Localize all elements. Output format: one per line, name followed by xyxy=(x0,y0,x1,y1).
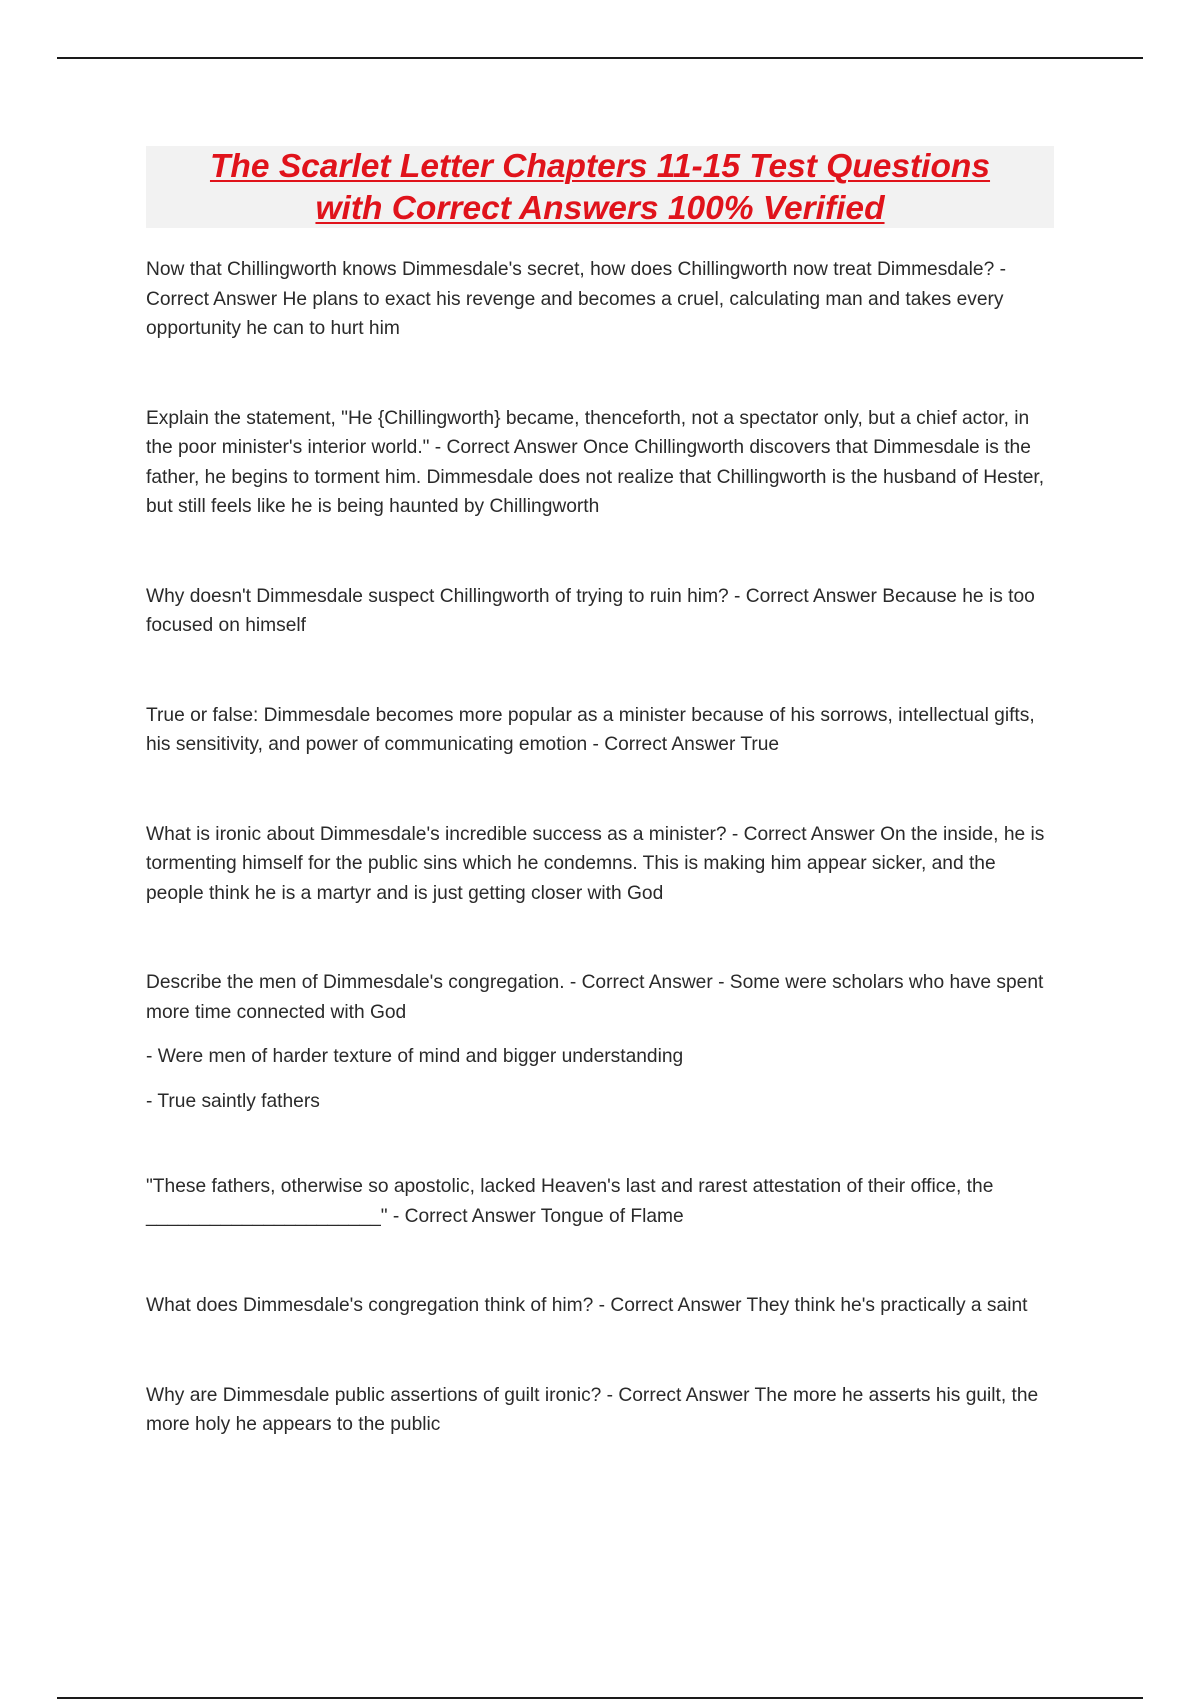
qa-item xyxy=(146,1381,1056,1440)
title-line-2: with Correct Answers 100% Verified xyxy=(315,190,885,227)
qa-item xyxy=(146,1291,1056,1321)
qa-item xyxy=(146,701,1056,760)
qa-list xyxy=(146,255,1056,1500)
qa-text: Why doesn't Dimmesdale suspect Chillingworth of trying to ruin him? - Correct Answer Because he is too focused on himself xyxy=(146,585,1035,636)
qa-text: "These fathers, otherwise so apostolic, lacked Heaven's last and rarest attestation of their office, the ______________________" - Correct Answer Tongue of Flame xyxy=(146,1176,994,1227)
qa-item xyxy=(146,255,1056,344)
qa-item xyxy=(146,820,1056,909)
title-banner xyxy=(146,146,1054,228)
title-line-1: The Scarlet Letter Chapters 11-15 Test Questions xyxy=(209,148,991,185)
qa-text: Now that Chillingworth knows Dimmesdale's secret, how does Chillingworth now treat Dimmesdale? - Correct Answer He plans to exact his revenge and becomes a cruel, calculating man and takes every opportunity he can to hurt him xyxy=(146,259,1006,339)
qa-item xyxy=(146,968,1056,1116)
qa-text: What is ironic about Dimmesdale's incredible success as a minister? - Correct Answer On the inside, he is tormenting himself for the public sins which he condemns. This is making him appear sicker, and the people think he is a martyr and is just getting closer with God xyxy=(146,823,1045,904)
qa-text: Why are Dimmesdale public assertions of guilt ironic? - Correct Answer The more he asserts his guilt, the more holy he appears to the public xyxy=(146,1384,1039,1435)
qa-text: Describe the men of Dimmesdale's congregation. - Correct Answer - Some were scholars who have spent more time connected with God xyxy=(146,972,1044,1023)
qa-text: Explain the statement, "He {Chillingworth} became, thenceforth, not a spectator only, but a chief actor, in the poor minister's interior world." - Correct Answer Once Chillingworth discovers that Dimmesdale is the father, he begins to torment him. Dimmesdale does not realize that Chillingworth is the husband of Hester, but still feels like he is being haunted by Chillingworth xyxy=(146,407,1045,517)
qa-sub-point: - True saintly fathers xyxy=(146,1090,320,1112)
document-title xyxy=(146,146,1054,230)
qa-item xyxy=(146,1172,1056,1231)
qa-item xyxy=(146,582,1056,641)
qa-sub-point: - Were men of harder texture of mind and bigger understanding xyxy=(146,1046,684,1067)
header-rule xyxy=(57,57,1143,59)
qa-item xyxy=(146,404,1056,522)
qa-text: What does Dimmesdale's congregation think of him? - Correct Answer They think he's practically a saint xyxy=(146,1295,1028,1316)
footer-rule xyxy=(57,1697,1143,1699)
qa-text: True or false: Dimmesdale becomes more popular as a minister because of his sorrows, intellectual gifts, his sensitivity, and power of communicating emotion - Correct Answer True xyxy=(146,704,1035,755)
